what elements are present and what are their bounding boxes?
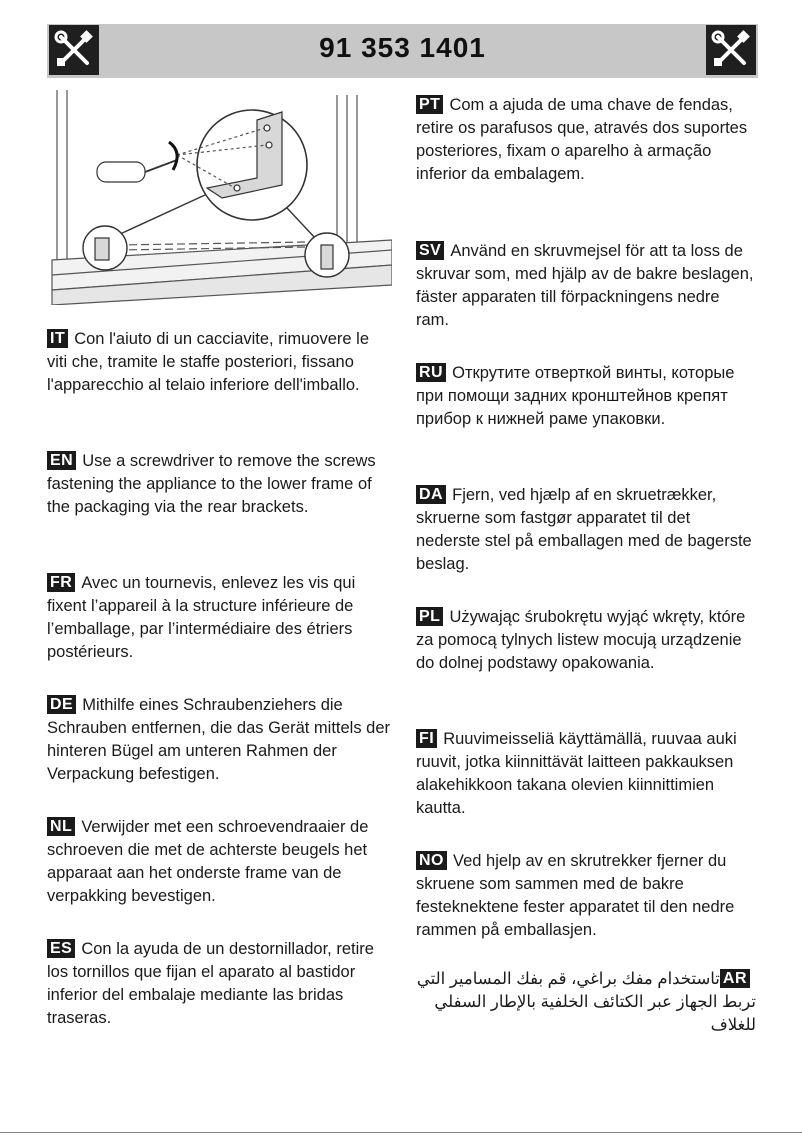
language-tag: IT bbox=[47, 329, 68, 348]
instruction-text: تاستخدام مفك براغي، قم بفك المسامير التي تربط الجهاز عبر الكتائف الخلفية بالإطار السفلي للغلاف bbox=[416, 970, 756, 1034]
document-number: 91 353 1401 bbox=[319, 32, 486, 63]
instruction-text: Avec un tournevis, enlevez les vis qui fixent l’appareil à la structure inférieure de l’emballage, par l’intermédiaire des étriers postérieurs. bbox=[47, 574, 356, 661]
section-no bbox=[416, 850, 756, 942]
language-tag: DA bbox=[416, 485, 446, 504]
language-tag: PT bbox=[416, 95, 443, 114]
language-tag: ES bbox=[47, 939, 75, 958]
screwdriver-bracket-illustration bbox=[47, 90, 392, 305]
instruction-text: Con la ayuda de un destornillador, retire los tornillos que fijan el aparato al bastidor inferior del embalaje mediante las bridas traseras. bbox=[47, 940, 374, 1027]
instruction-text: Mithilfe eines Schraubenziehers die Schrauben entfernen, die das Gerät mittels der hinteren Bügel am unteren Rahmen der Verpackung befestigen. bbox=[47, 696, 391, 783]
language-tag: DE bbox=[47, 695, 76, 714]
instruction-text: Verwijder met een schroevendraaier de schroeven die met de achterste beugels het apparaat aan het onderste frame van de verpakking bevestigen. bbox=[47, 818, 369, 905]
instruction-text: Use a screwdriver to remove the screws fastening the appliance to the lower frame of the packaging via the rear brackets. bbox=[47, 452, 376, 516]
instruction-text: Con l'aiuto di un cacciavite, rimuovere le viti che, tramite le staffe posteriori, fissano l'apparecchio al telaio inferiore dell'imballo. bbox=[47, 330, 370, 394]
language-tag: SV bbox=[416, 241, 444, 260]
section-de bbox=[47, 694, 392, 786]
instruction-text: Fjern, ved hjælp af en skruetrækker, skruerne som fastgør apparatet til det nederste stel på emballagen med de bagerste beslag. bbox=[416, 486, 752, 573]
instruction-text: Använd en skruvmejsel för att ta loss de skruvar som, med hjälp av de bakre beslagen, fäster apparaten till förpackningens nedre ram. bbox=[416, 242, 754, 329]
section-pt bbox=[416, 94, 756, 186]
language-tag: FI bbox=[416, 729, 437, 748]
language-tag: EN bbox=[47, 451, 76, 470]
section-sv bbox=[416, 240, 756, 332]
language-tag: NO bbox=[416, 851, 447, 870]
tools-icon bbox=[706, 25, 756, 75]
section-ar bbox=[416, 968, 756, 1037]
section-nl bbox=[47, 816, 392, 908]
language-tag: RU bbox=[416, 363, 446, 382]
instruction-text: Ved hjelp av en skrutrekker fjerner du skruene som sammen med de bakre festeknektene fester apparatet til den nedre rammen på emballasjen. bbox=[416, 852, 735, 939]
language-tag: AR bbox=[720, 969, 750, 988]
instruction-text: Ruuvimeisseliä käyttämällä, ruuvaa auki ruuvit, jotka kiinnittävät laitteen pakkauksen alakehikkoon takana olevien kiinnittimien kautta. bbox=[416, 730, 737, 817]
instruction-text: Com a ajuda de uma chave de fendas, retire os parafusos que, através dos suportes posteriores, fixam o aparelho à armação inferior da embalagem. bbox=[416, 96, 748, 183]
section-es bbox=[47, 938, 392, 1030]
language-tag: PL bbox=[416, 607, 443, 626]
section-da bbox=[416, 484, 756, 576]
bottom-divider bbox=[0, 1132, 802, 1133]
instruction-text: Używając śrubokrętu wyjąć wkręty, które za pomocą tylnych listew mocują urządzenie do dolnej podstawy opakowania. bbox=[416, 608, 746, 672]
section-fr bbox=[47, 572, 392, 664]
section-pl bbox=[416, 606, 756, 675]
section-ru bbox=[416, 362, 756, 431]
language-tag: FR bbox=[47, 573, 75, 592]
section-en bbox=[47, 450, 392, 519]
language-tag: NL bbox=[47, 817, 75, 836]
section-it bbox=[47, 328, 392, 397]
instruction-text: Открутите отверткой винты, которые при помощи задних кронштейнов крепят прибор к нижней раме упаковки. bbox=[416, 364, 735, 428]
header-bar bbox=[47, 24, 758, 78]
section-fi bbox=[416, 728, 756, 820]
